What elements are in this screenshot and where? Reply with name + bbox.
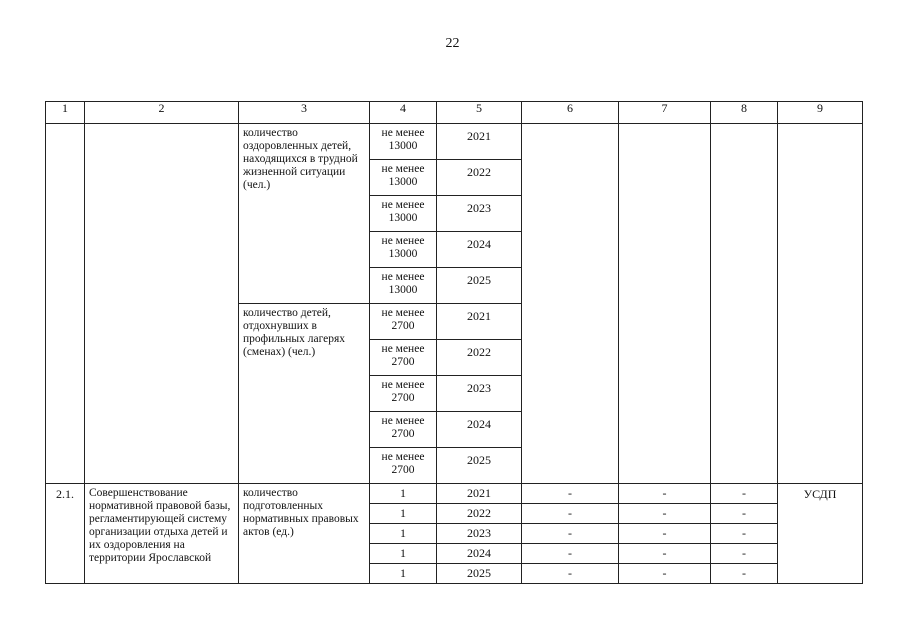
header-cell: 2 (85, 102, 239, 124)
empty-col9-cell (778, 124, 863, 484)
indicator-value: 1 (370, 544, 437, 564)
table-row (46, 484, 863, 504)
indicator-value: не менее 13000 (370, 268, 437, 304)
indicator-value: 1 (370, 564, 437, 584)
indicator-value: 1 (370, 504, 437, 524)
header-cell: 6 (522, 102, 619, 124)
empty-col7-cell (619, 124, 711, 484)
task-number: 2.1. (46, 484, 85, 584)
program-table (45, 101, 863, 584)
col7-value: - (619, 524, 711, 544)
header-cell: 1 (46, 102, 85, 124)
empty-col6-cell (522, 124, 619, 484)
indicator-value: не менее 13000 (370, 232, 437, 268)
indicator-value: не менее 2700 (370, 376, 437, 412)
indicator-children-difficult-situation: количество оздоровленных детей, находящихся в трудной жизненной ситуации (чел.) (239, 124, 370, 304)
col8-value: - (711, 544, 778, 564)
indicator-year: 2023 (437, 196, 522, 232)
indicator-value: не менее 13000 (370, 196, 437, 232)
executor-cell: УСДП (778, 484, 863, 584)
col6-value: - (522, 484, 619, 504)
indicator-year: 2022 (437, 504, 522, 524)
indicator-year: 2025 (437, 268, 522, 304)
col8-value: - (711, 504, 778, 524)
indicator-value: не менее 2700 (370, 448, 437, 484)
indicator-year: 2023 (437, 524, 522, 544)
col8-value: - (711, 484, 778, 504)
indicator-year: 2025 (437, 448, 522, 484)
indicator-year: 2024 (437, 232, 522, 268)
indicator-year: 2021 (437, 484, 522, 504)
indicator-year: 2021 (437, 304, 522, 340)
header-cell: 9 (778, 102, 863, 124)
indicator-year: 2024 (437, 412, 522, 448)
header-cell: 4 (370, 102, 437, 124)
indicator-value: не менее 2700 (370, 340, 437, 376)
col7-value: - (619, 544, 711, 564)
indicator-year: 2022 (437, 340, 522, 376)
col8-value: - (711, 564, 778, 584)
col7-value: - (619, 564, 711, 584)
header-cell: 8 (711, 102, 778, 124)
indicator-value: 1 (370, 484, 437, 504)
indicator-value: не менее 13000 (370, 160, 437, 196)
col7-value: - (619, 504, 711, 524)
col7-value: - (619, 484, 711, 504)
indicator-year: 2021 (437, 124, 522, 160)
col6-value: - (522, 524, 619, 544)
indicator-year: 2024 (437, 544, 522, 564)
indicator-value: не менее 13000 (370, 124, 437, 160)
col6-value: - (522, 504, 619, 524)
indicator-value: не менее 2700 (370, 304, 437, 340)
indicator-year: 2023 (437, 376, 522, 412)
empty-col8-cell (711, 124, 778, 484)
page-number: 22 (445, 36, 460, 51)
indicator-year: 2022 (437, 160, 522, 196)
col6-value: - (522, 544, 619, 564)
indicator-value: не менее 2700 (370, 412, 437, 448)
table-row (46, 124, 863, 160)
indicator-value: 1 (370, 524, 437, 544)
empty-number-cell (46, 124, 85, 484)
header-cell: 7 (619, 102, 711, 124)
col8-value: - (711, 524, 778, 544)
header-row (46, 102, 863, 124)
task-description: Совершенствование нормативной правовой базы, регламентирующей систему организации отдыха детей и их оздоровления на территории Ярославской (85, 484, 239, 584)
indicator-legal-acts: количество подготовленных нормативных правовых актов (ед.) (239, 484, 370, 584)
header-cell: 3 (239, 102, 370, 124)
col6-value: - (522, 564, 619, 584)
indicator-year: 2025 (437, 564, 522, 584)
empty-task-cell (85, 124, 239, 484)
indicator-children-profile-camps: количество детей, отдохнувших в профильных лагерях (сменах) (чел.) (239, 304, 370, 484)
header-cell: 5 (437, 102, 522, 124)
